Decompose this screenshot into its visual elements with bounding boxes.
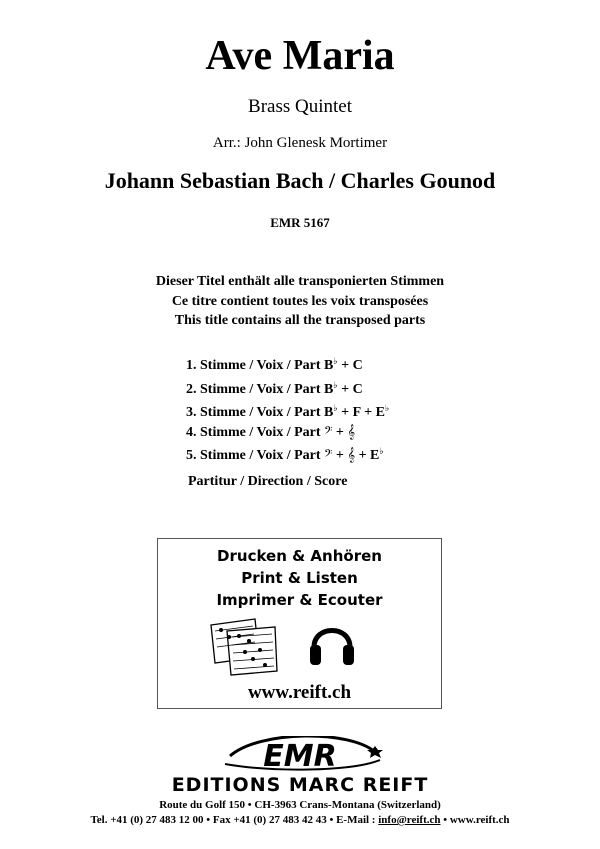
part-keys: + F + E: [337, 405, 385, 420]
flat-sign: ♭: [384, 403, 390, 413]
email-link[interactable]: info@reift.ch: [378, 814, 441, 826]
flat-sign: ♭: [333, 356, 338, 366]
headphones-icon: [308, 615, 356, 671]
contact-phone-fax: Tel. +41 (0) 27 483 12 00 • Fax +41 (0) 27 483 42 43 • E-Mail :: [90, 814, 379, 826]
notice-german: Dieser Titel enthält alle transponierten Stimmen: [155, 274, 445, 289]
promo-url-link[interactable]: www.reift.ch: [247, 682, 352, 703]
part-keys: + C: [337, 358, 363, 373]
part-label: 4. Stimme / Voix / Part: [186, 424, 325, 440]
part-keys: + C: [337, 381, 363, 397]
promo-box: [157, 538, 442, 709]
website-link[interactable]: • www.reift.ch: [440, 814, 510, 826]
part-1: [186, 352, 389, 376]
catalog-number: EMR 5167: [270, 215, 330, 230]
promo-line-german: Drucken & Anhören: [217, 547, 382, 565]
part-5: [186, 442, 389, 466]
plus-sign: +: [332, 424, 348, 440]
score-label: Partitur / Direction / Score: [188, 474, 348, 489]
part-3: [186, 399, 389, 423]
part-label: 5. Stimme / Voix / Part: [186, 448, 325, 463]
part-label: 3. Stimme / Voix / Part B: [186, 405, 334, 420]
parts-list: [186, 352, 389, 466]
promo-line-english: Print & Listen: [241, 569, 358, 587]
publisher-contact: [0, 813, 600, 828]
part-2: [186, 376, 389, 400]
promo-line-french: Imprimer & Ecouter: [216, 591, 383, 609]
treble-clef-icon: 𝄞: [347, 424, 356, 440]
title: Ave Maria: [205, 33, 395, 79]
flat-sign: ♭: [333, 379, 338, 390]
publisher-name: EDITIONS MARC REIFT: [171, 774, 429, 796]
flat-sign: ♭: [333, 403, 338, 413]
notice-english: This title contains all the transposed parts: [174, 313, 426, 328]
composer: Johann Sebastian Bach / Charles Gounod: [104, 168, 496, 193]
part-label: 1. Stimme / Voix / Part B: [186, 358, 334, 373]
publisher-address: Route du Golf 150 • CH-3963 Crans-Montana (Switzerland): [159, 799, 441, 811]
bass-clef-icon: 𝄢: [324, 424, 333, 440]
logo-text: EMR: [263, 739, 337, 774]
part-4: [186, 423, 389, 443]
subtitle: Brass Quintet: [248, 96, 352, 117]
arranger: Arr.: John Glenesk Mortimer: [212, 135, 388, 151]
plus-sign: +: [332, 448, 348, 463]
part-label: 2. Stimme / Voix / Part B: [186, 381, 334, 397]
treble-clef-icon: 𝄞: [347, 448, 356, 463]
flat-sign: ♭: [379, 446, 384, 456]
bass-clef-icon: 𝄢: [324, 448, 333, 463]
sheet-music-icon: [205, 617, 281, 677]
transposition-notice: [0, 272, 600, 331]
emr-logo: [200, 736, 400, 774]
part-keys: + E: [355, 448, 380, 463]
notice-french: Ce titre contient toutes les voix transposées: [171, 293, 429, 309]
